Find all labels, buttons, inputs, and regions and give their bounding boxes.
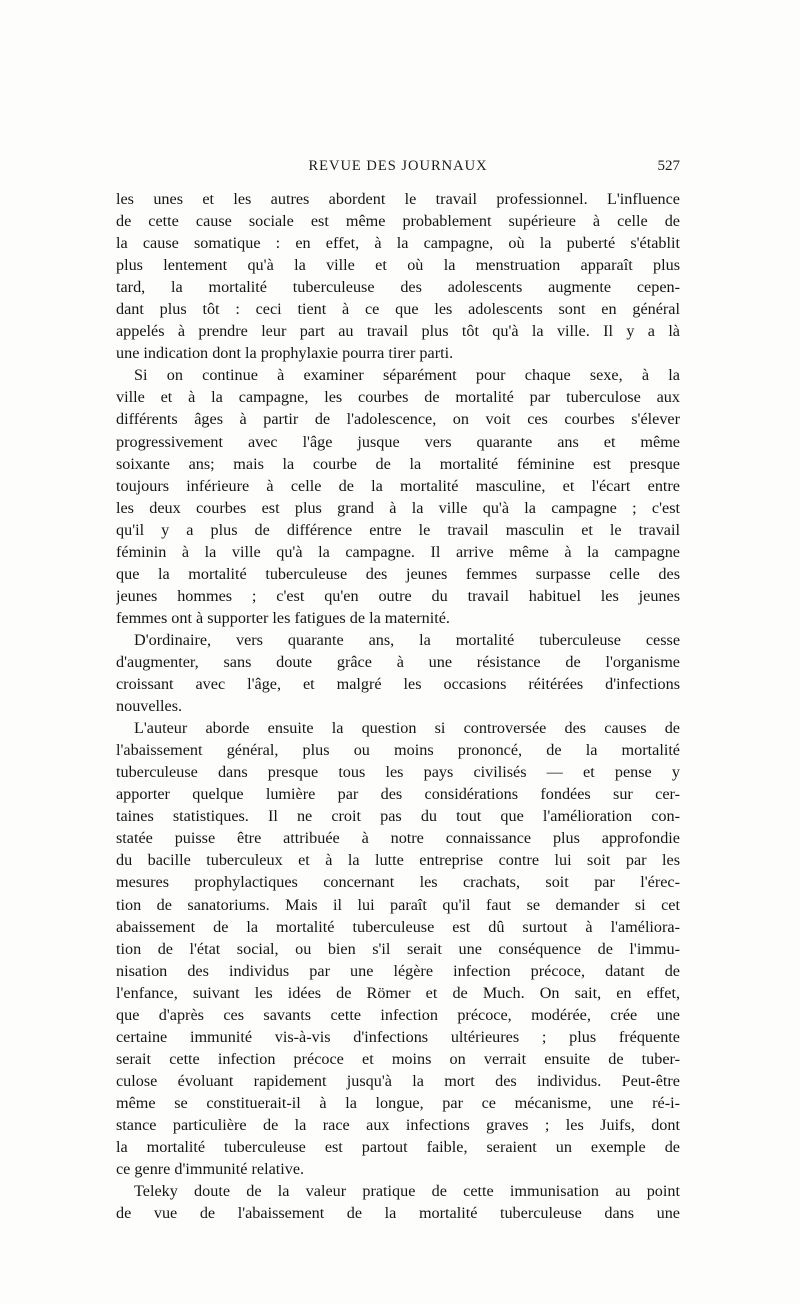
running-title: REVUE DES JOURNAUX bbox=[308, 158, 488, 174]
text-line: l'abaissement général, plus ou moins prononcé, de la mortalité bbox=[116, 741, 680, 760]
page-header bbox=[116, 158, 680, 182]
text-line: apporter quelque lumière par des considérations fondées sur cer- bbox=[116, 785, 680, 804]
text-line: les unes et les autres abordent le travail professionnel. L'influence bbox=[116, 190, 680, 208]
text-line: qu'il y a plus de différence entre le travail masculin et le travail bbox=[116, 520, 680, 539]
text-line: L'auteur aborde ensuite la question si controversée des causes de bbox=[134, 719, 680, 738]
text-line: appelés à prendre leur part au travail plus tôt qu'à la ville. Il y a là bbox=[116, 322, 680, 341]
text-line: Teleky doute de la valeur pratique de cette immunisation au point bbox=[134, 1182, 680, 1201]
text-line: tion de l'état social, ou bien s'il serait une conséquence de l'immu- bbox=[116, 939, 680, 958]
text-line: toujours inférieure à celle de la mortalité masculine, et l'écart entre bbox=[116, 476, 680, 495]
text-line: abaissement de la mortalité tuberculeuse est dû surtout à l'améliora- bbox=[116, 917, 680, 936]
text-line: ville et à la campagne, les courbes de mortalité par tuberculose aux bbox=[116, 388, 680, 407]
text-line: que d'après ces savants cette infection précoce, modérée, crée une bbox=[116, 1005, 680, 1024]
text-line: tuberculeuse dans presque tous les pays civilisés — et pense y bbox=[116, 763, 680, 782]
text-line: du bacille tuberculeux et à la lutte entreprise contre lui soit par les bbox=[116, 851, 680, 870]
text-line: plus lentement qu'à la ville et où la menstruation apparaît plus bbox=[116, 256, 680, 275]
text-line: de cette cause sociale est même probablement supérieure à celle de bbox=[116, 212, 680, 231]
text-line: stance particulière de la race aux infections graves ; les Juifs, dont bbox=[116, 1115, 680, 1134]
text-line: croissant avec l'âge, et malgré les occasions réitérées d'infections bbox=[116, 675, 680, 694]
text-line: tion de sanatoriums. Mais il lui paraît qu'il faut se demander si cet bbox=[116, 895, 680, 914]
text-line: d'augmenter, sans doute grâce à une résistance de l'organisme bbox=[116, 652, 680, 671]
text-line: soixante ans; mais la courbe de la mortalité féminine est presque bbox=[116, 454, 680, 473]
text-line: nouvelles. bbox=[116, 697, 183, 716]
text-line: jeunes hommes ; c'est qu'en outre du travail habituel les jeunes bbox=[116, 586, 680, 605]
text-line: féminin à la ville qu'à la campagne. Il arrive même à la campagne bbox=[116, 542, 680, 561]
text-line: culose évoluant rapidement jusqu'à la mort des individus. Peut-être bbox=[116, 1071, 680, 1090]
text-line: progressivement avec l'âge jusque vers quarante ans et même bbox=[116, 432, 680, 451]
text-line: serait cette infection précoce et moins on verrait ensuite de tuber- bbox=[116, 1049, 680, 1068]
text-line: que la mortalité tuberculeuse des jeunes femmes surpasse celle des bbox=[116, 564, 680, 583]
text-line: mesures prophylactiques concernant les crachats, soit par l'érec- bbox=[116, 873, 680, 892]
page-number: 527 bbox=[657, 158, 680, 174]
text-line: femmes ont à supporter les fatigues de la maternité. bbox=[116, 608, 450, 627]
text-line: de vue de l'abaissement de la mortalité tuberculeuse dans une bbox=[116, 1204, 680, 1223]
text-line: les deux courbes est plus grand à la ville qu'à la campagne ; c'est bbox=[116, 498, 680, 517]
text-line: la cause somatique : en effet, à la campagne, où la puberté s'établit bbox=[116, 234, 680, 253]
text-line: D'ordinaire, vers quarante ans, la mortalité tuberculeuse cesse bbox=[134, 630, 680, 649]
text-line: la mortalité tuberculeuse est partout faible, seraient un exemple de bbox=[116, 1138, 680, 1157]
text-line: ce genre d'immunité relative. bbox=[116, 1160, 305, 1179]
text-line: nisation des individus par une légère infection précoce, datant de bbox=[116, 961, 680, 980]
article-body bbox=[116, 188, 680, 1224]
text-line: Si on continue à examiner séparément pour chaque sexe, à la bbox=[134, 366, 680, 385]
text-line: statée puisse être attribuée à notre connaissance plus approfondie bbox=[116, 829, 680, 848]
text-line: même se constituerait-il à la longue, par ce mécanisme, une ré-i- bbox=[116, 1093, 680, 1112]
text-line: dant plus tôt : ceci tient à ce que les adolescents sont en général bbox=[116, 300, 680, 319]
text-line: l'enfance, suivant les idées de Römer et de Much. On sait, en effet, bbox=[116, 983, 680, 1002]
text-line: une indication dont la prophylaxie pourra tirer parti. bbox=[116, 344, 454, 363]
text-line: tard, la mortalité tuberculeuse des adolescents augmente cepen- bbox=[116, 278, 680, 297]
text-line: certaine immunité vis-à-vis d'infections ultérieures ; plus fréquente bbox=[116, 1027, 680, 1046]
text-line: taines statistiques. Il ne croit pas du tout que l'amélioration con- bbox=[116, 807, 680, 826]
text-line: différents âges à partir de l'adolescence, on voit ces courbes s'élever bbox=[116, 410, 680, 429]
